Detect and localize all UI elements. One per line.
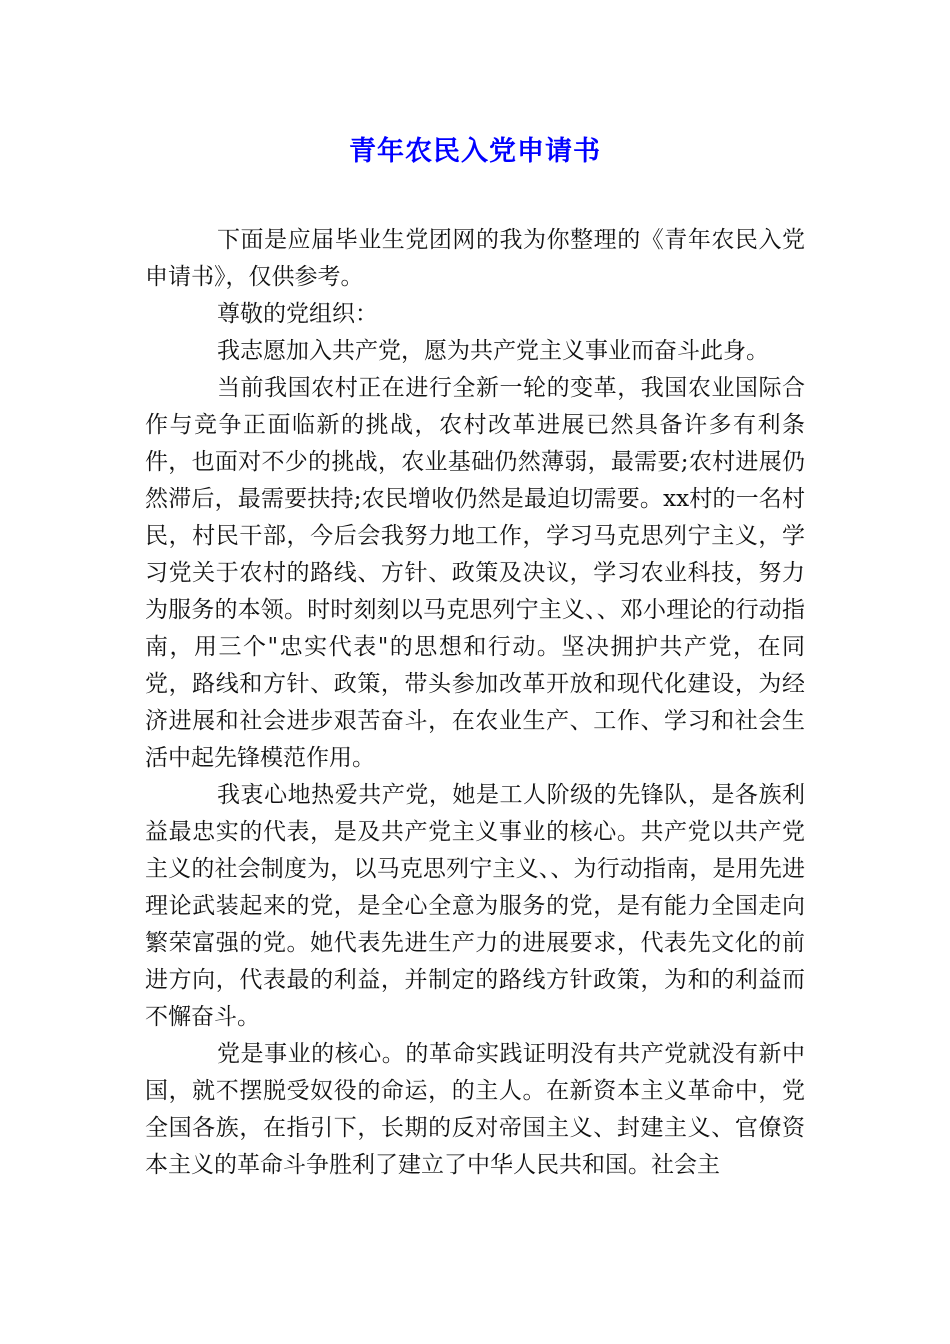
paragraph-pledge: 我志愿加入共产党，愿为共产党主义事业而奋斗此身。 — [217, 338, 769, 364]
document-body — [145, 222, 805, 1184]
paragraph-party-core: 党是事业的核心。的革命实践证明没有共产党就没有新中国，就不摆脱受奴役的命运，的主人。在新资本主义革命中，党全国各族，在指引下，长期的反对帝国主义、封建主义、官僚资本主义的革命斗争胜利了建立了中华人民共和国。社会主 — [145, 1041, 805, 1178]
paragraph-salutation: 尊敬的党组织： — [217, 301, 378, 327]
document-title: 青年农民入党申请书 — [349, 136, 601, 167]
paragraph-intro: 下面是应届毕业生党团网的我为你整理的《青年农民入党申请书》，仅供参考。 — [145, 227, 805, 290]
paragraph-rural-reform: 当前我国农村正在进行全新一轮的变革，我国农业国际合作与竞争正面临新的挑战，农村改革进展已然具备许多有利条件，也面对不少的挑战，农业基础仍然薄弱，最需要;农村进展仍然滞后，最需要扶持;农民增收仍然是最迫切需要。xx村的一名村民，村民干部，今后会我努力地工作，学习马克思列宁主义，学习党关于农村的路线、方针、政策及决议，学习农业科技，努力为服务的本领。时时刻刻以马克思列宁主义、、邓小理论的行动指南，用三个"忠实代表"的思想和行动。坚决拥护共产党，在同党，路线和方针、政策，带头参加改革开放和现代化建设，为经济进展和社会进步艰苦奋斗，在农业生产、工作、学习和社会生活中起先锋模范作用。 — [145, 375, 805, 771]
paragraph-love-party: 我衷心地热爱共产党，她是工人阶级的先锋队，是各族利益最忠实的代表，是及共产党主义事业的核心。共产党以共产党主义的社会制度为，以马克思列宁主义、、为行动指南，是用先进理论武装起来的党，是全心全意为服务的党，是有能力全国走向繁荣富强的党。她代表先进生产力的进展要求，代表先文化的前进方向，代表最的利益，并制定的路线方针政策，为和的利益而不懈奋斗。 — [145, 782, 805, 1030]
